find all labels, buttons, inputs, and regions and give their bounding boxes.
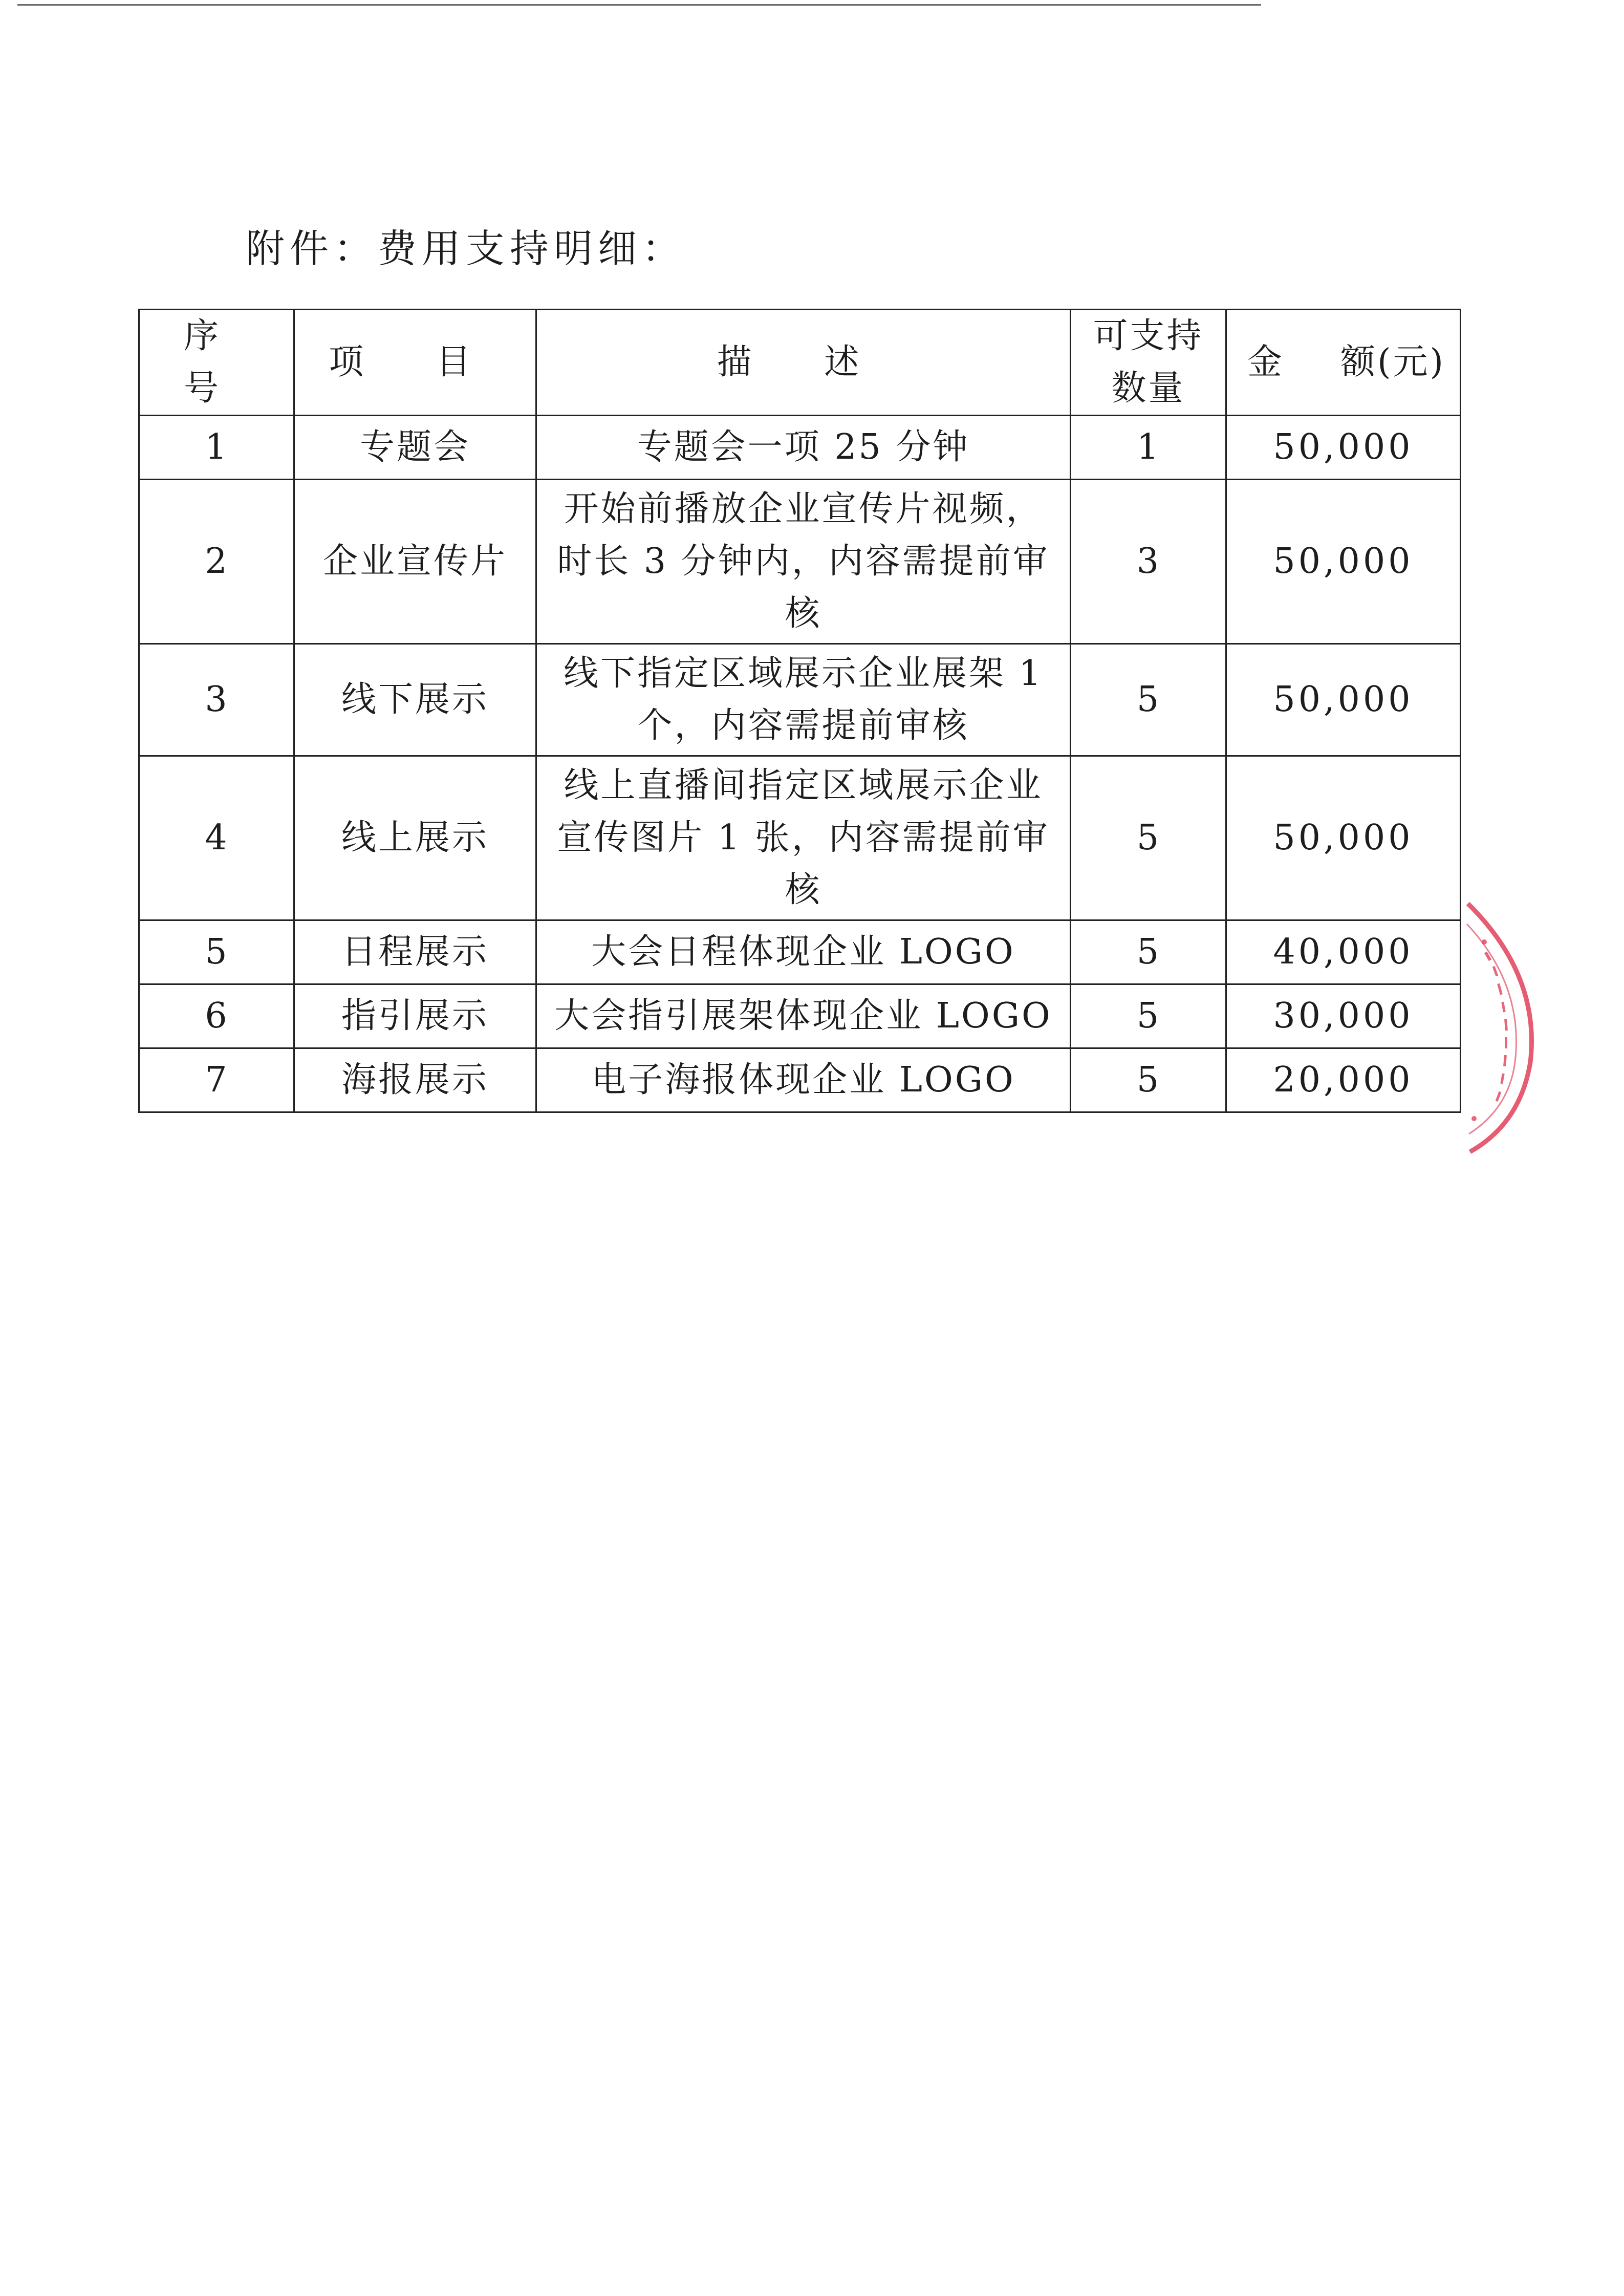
header-item: 项 目	[294, 310, 536, 416]
cell-item: 专题会	[294, 416, 536, 480]
cell-description: 线上直播间指定区域展示企业宣传图片 1 张，内容需提前审核	[536, 756, 1071, 920]
cell-quantity: 5	[1071, 756, 1226, 920]
cell-item: 海报展示	[294, 1048, 536, 1112]
attachment-title: 附件：费用支持明细：	[246, 226, 686, 271]
cell-amount: 30,000	[1226, 984, 1461, 1048]
cell-quantity: 3	[1071, 480, 1226, 644]
cell-description: 电子海报体现企业 LOGO	[536, 1048, 1071, 1112]
cell-amount: 50,000	[1226, 480, 1461, 644]
header-quantity	[1071, 310, 1226, 416]
top-rule	[17, 4, 1261, 6]
cell-quantity: 5	[1071, 644, 1226, 756]
header-amount-prefix: 金	[1247, 342, 1285, 382]
header-amount	[1226, 310, 1461, 416]
cell-amount: 50,000	[1226, 416, 1461, 480]
cell-description: 大会日程体现企业 LOGO	[536, 920, 1071, 984]
cell-item: 企业宣传片	[294, 480, 536, 644]
cell-description: 开始前播放企业宣传片视频，时长 3 分钟内，内容需提前审核	[536, 480, 1071, 644]
table-row	[139, 644, 1461, 756]
table-row	[139, 984, 1461, 1048]
header-description: 描 述	[536, 310, 1071, 416]
cost-support-table	[138, 309, 1461, 1113]
cell-item: 指引展示	[294, 984, 536, 1048]
seal-arc-graphic	[1464, 893, 1541, 1154]
cell-no: 5	[139, 920, 294, 984]
table-header-row	[139, 310, 1461, 416]
cell-description: 大会指引展架体现企业 LOGO	[536, 984, 1071, 1048]
table-row	[139, 1048, 1461, 1112]
header-quantity-line1: 可支持	[1093, 316, 1204, 356]
cell-amount: 50,000	[1226, 756, 1461, 920]
table-row	[139, 920, 1461, 984]
cell-no: 1	[139, 416, 294, 480]
table-row	[139, 756, 1461, 920]
cell-no: 3	[139, 644, 294, 756]
table-row	[139, 416, 1461, 480]
cell-quantity: 5	[1071, 1048, 1226, 1112]
cell-quantity: 5	[1071, 984, 1226, 1048]
cell-no: 4	[139, 756, 294, 920]
cell-description: 线下指定区域展示企业展架 1 个，内容需提前审核	[536, 644, 1071, 756]
header-amount-suffix: 额(元)	[1340, 342, 1446, 382]
header-no: 序 号	[139, 310, 294, 416]
cell-no: 2	[139, 480, 294, 644]
cell-no: 7	[139, 1048, 294, 1112]
cell-amount: 50,000	[1226, 644, 1461, 756]
cell-item: 日程展示	[294, 920, 536, 984]
cell-no: 6	[139, 984, 294, 1048]
cell-quantity: 1	[1071, 416, 1226, 480]
cell-amount: 40,000	[1226, 920, 1461, 984]
header-quantity-line2: 数量	[1111, 368, 1185, 409]
cell-description: 专题会一项 25 分钟	[536, 416, 1071, 480]
cell-amount: 20,000	[1226, 1048, 1461, 1112]
cell-item: 线上展示	[294, 756, 536, 920]
red-seal-stamp	[1464, 893, 1541, 1154]
cell-item: 线下展示	[294, 644, 536, 756]
cell-quantity: 5	[1071, 920, 1226, 984]
table-row	[139, 480, 1461, 644]
